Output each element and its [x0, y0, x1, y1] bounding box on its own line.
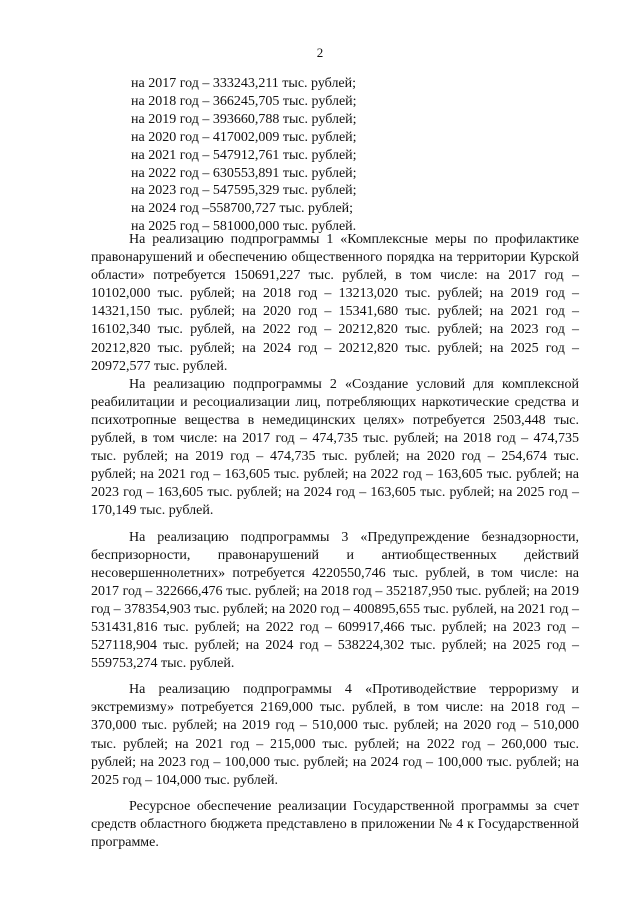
- budget-line-2017: на 2017 год – 333243,211 тыс. рублей;: [131, 76, 357, 91]
- budget-line-2022: на 2022 год – 630553,891 тыс. рублей;: [131, 165, 357, 181]
- budget-line-2025: на 2025 год – 581000,000 тыс. рублей.: [131, 219, 357, 235]
- page-number: 2: [316, 45, 324, 60]
- paragraph-subprogram-1: На реализацию подпрограммы 1 «Комплексные меры по профилактике правонарушений и обеспечению общественного порядка на территории Курской области» потребуется 150691,227 тыс. рублей, в том числе: на 2017 год – 10102,000 тыс. рублей; на 2018 год – 13213,020 тыс. рублей; на 2019 год – 14321,150 тыс. рублей; на 2020 год – 15341,680 тыс. рублей; на 2021 год – 16102,340 тыс. рублей, на 2022 год – 20212,820 тыс. рублей; на 2023 год – 20212,820 тыс. рублей; на 2024 год – 20212,820 тыс. рублей; на 2025 год – 20972,577 тыс. рублей.: [91, 232, 579, 374]
- paragraph-subprogram-2: На реализацию подпрограммы 2 «Создание условий для комплексной реабилитации и ресоциализации лиц, потребляющих наркотические средства и психотропные вещества в немедицинских целях» потребуется 2503,448 тыс. рублей, в том числе: на 2017 год – 474,735 тыс. рублей; на 2018 год – 474,735 тыс. рублей; на 2019 год – 474,735 тыс. рублей; на 2020 год – 254,674 тыс. рублей; на 2021 год – 163,605 тыс. рублей; на 2022 год – 163,605 тыс. рублей; на 2023 год – 163,605 тыс. рублей; на 2024 год – 163,605 тыс. рублей; на 2025 год – 170,149 тыс. рублей.: [91, 376, 579, 519]
- budget-by-year-list: [131, 75, 357, 236]
- budget-line-2020: на 2020 год – 417002,009 тыс. рублей;: [131, 129, 357, 145]
- budget-line-2019: на 2019 год – 393660,788 тыс. рублей;: [131, 111, 357, 127]
- document-body: [91, 231, 579, 852]
- paragraph-subprogram-4: На реализацию подпрограммы 4 «Противодействие терроризму и экстремизму» потребуется 2169,000 тыс. рублей, в том числе: на 2018 год – 370,000 тыс. рублей; на 2019 год – 510,000 тыс. рублей; на 2020 год – 510,000 тыс. рублей; на 2021 год – 215,000 тыс. рублей; на 2022 год – 260,000 тыс. рублей; на 2023 год – 100,000 тыс. рублей; на 2024 год – 100,000 тыс. рублей; на 2025 год – 104,000 тыс. рублей.: [91, 682, 579, 788]
- budget-line-2021: на 2021 год – 547912,761 тыс. рублей;: [131, 147, 357, 163]
- paragraph-subprogram-3: На реализацию подпрограммы 3 «Предупреждение безнадзорности, беспризорности, правонарушений и антиобщественных действий несовершеннолетних» потребуется 4220550,746 тыс. рублей, в том числе: на 2017 год – 322666,476 тыс. рублей; на 2018 год – 352187,950 тыс. рублей; на 2019 год – 378354,903 тыс. рублей; на 2020 год – 400895,655 тыс. рублей, на 2021 год – 531431,816 тыс. рублей; на 2022 год – 609917,466 тыс. рублей; на 2023 год – 527118,904 тыс. рублей; на 2024 год – 538224,302 тыс. рублей; на 2025 год – 559753,274 тыс. рублей.: [91, 529, 579, 672]
- budget-line-2024: на 2024 год –558700,727 тыс. рублей;: [131, 201, 354, 217]
- budget-line-2018: на 2018 год – 366245,705 тыс. рублей;: [131, 93, 357, 109]
- budget-line-2023: на 2023 год – 547595,329 тыс. рублей;: [131, 183, 357, 199]
- paragraph-resource-support: Ресурсное обеспечение реализации Государственной программы за счет средств областного бюджета представлено в приложении № 4 к Государственной программе.: [91, 798, 579, 850]
